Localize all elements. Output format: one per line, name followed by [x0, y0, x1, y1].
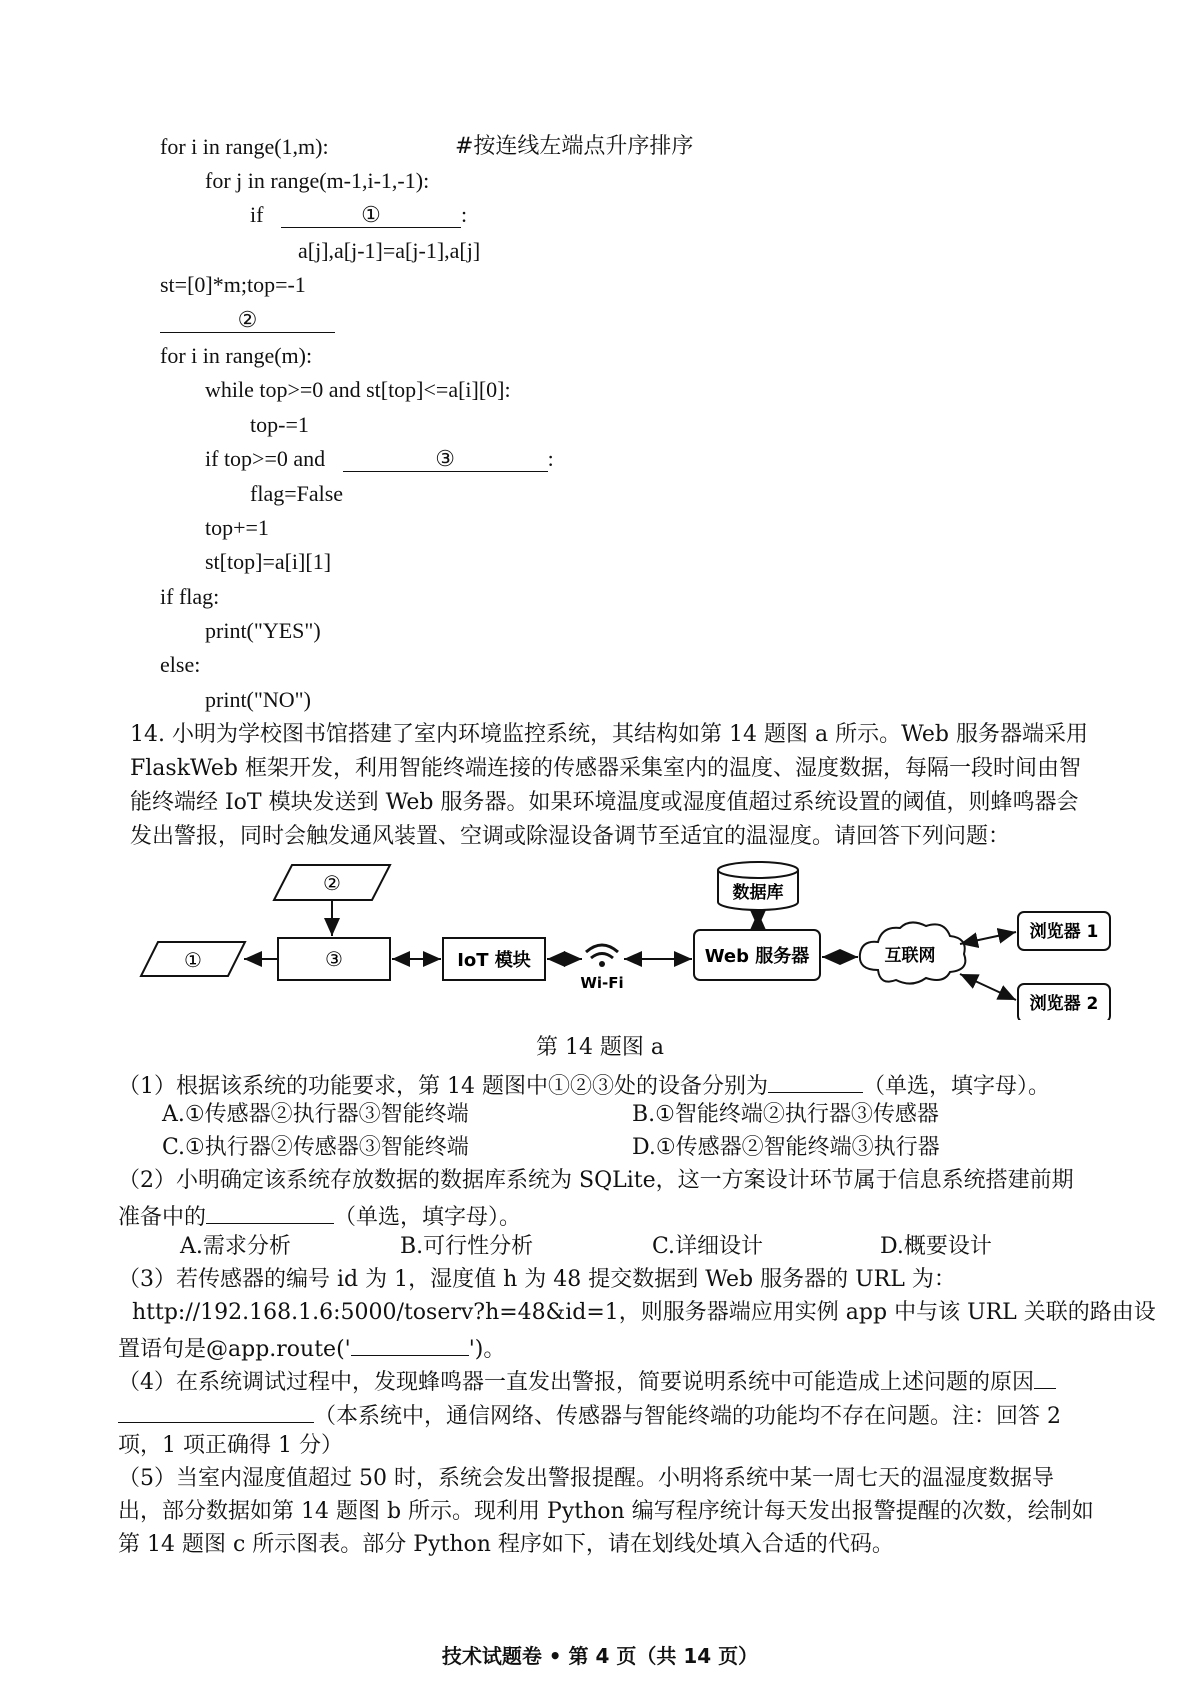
code-comment: #按连线左端点升序排序: [455, 134, 694, 159]
q4-text: （4）在系统调试过程中，发现蜂鸣器一直发出警报，简要说明系统中可能造成上述问题的原因: [118, 1370, 1035, 1395]
code-line-1: [160, 132, 329, 162]
cloud-icon: [860, 922, 966, 983]
q2-option-d: D.概要设计: [880, 1234, 992, 1259]
arrow-internet-browser2: [960, 974, 1016, 1000]
browser-2-label: 浏览器 2: [1029, 994, 1099, 1014]
q2-option-a: A.需求分析: [180, 1234, 291, 1259]
arrow-internet-browser1: [960, 932, 1016, 944]
database-icon: [718, 862, 798, 910]
q1-option-c: C.①执行器②传感器③智能终端: [162, 1135, 469, 1160]
q1-option-a: A.①传感器②执行器③智能终端: [162, 1102, 469, 1127]
q14-intro-line-1: 14. 小明为学校图书馆搭建了室内环境监控系统，其结构如第 14 题图 a 所示。Web 服务器端采用: [130, 722, 1088, 747]
q1-option-d: D.①传感器②智能终端③执行器: [632, 1135, 940, 1160]
q2-stem-line-1: （2）小明确定该系统存放数据的数据库系统为 SQLite，这一方案设计环节属于信息系统搭建前期: [118, 1168, 1074, 1193]
q5-stem-line-3: 第 14 题图 c 所示图表。部分 Python 程序如下，请在划线处填入合适的代码。: [118, 1532, 894, 1557]
answer-blank-3[interactable]: ③: [343, 447, 548, 472]
wifi-icon: [580, 945, 623, 992]
node-1-label: ①: [184, 948, 202, 972]
q4-stem-line-3: 项，1 项正确得 1 分）: [118, 1433, 343, 1458]
q4-answer-blank-start[interactable]: [1034, 1364, 1056, 1389]
q3-answer-blank[interactable]: [351, 1331, 469, 1356]
answer-blank-2[interactable]: ②: [160, 308, 335, 333]
code-colon: :: [460, 202, 468, 227]
code-line-14: if flag:: [160, 584, 220, 609]
q3-prefix: 置语句是@app.route(': [118, 1337, 351, 1362]
q4-stem-line-1: [118, 1364, 1056, 1398]
code-line-16: else:: [160, 652, 201, 677]
q2-tail: （单选，填字母）。: [334, 1205, 522, 1230]
page-footer: 技术试题卷 • 第 4 页（共 14 页）: [441, 1644, 759, 1668]
q2-answer-blank[interactable]: [206, 1199, 334, 1224]
q14-intro-line-4: 发出警报，同时会触发通风装置、空调或除湿设备调节至适宜的温湿度。请回答下列问题：: [130, 824, 1011, 849]
iot-module-node: [443, 938, 545, 980]
q3-suffix: ')。: [468, 1337, 506, 1362]
q4-tail: （本系统中，通信网络、传感器与智能终端的功能均不存在问题。注：回答 2: [314, 1404, 1061, 1429]
q2-stem-line-2: [118, 1199, 521, 1233]
q4-stem-line-2: [118, 1398, 1061, 1432]
code-line-10: [205, 444, 554, 474]
code-line-5: st=[0]*m;top=-1: [160, 272, 306, 297]
code-condition: if top>=0 and: [205, 446, 326, 471]
q5-stem-line-1: （5）当室内湿度值超过 50 时，系统会发出警报提醒。小明将系统中某一周七天的温湿度数据导: [118, 1466, 1054, 1491]
code-line-17: print("NO"): [205, 687, 311, 712]
code-line-8: while top>=0 and st[top]<=a[i][0]:: [205, 377, 511, 402]
q3-stem-line-1: （3）若传感器的编号 id 为 1，湿度值 h 为 48 提交数据到 Web 服务器的 URL 为：: [118, 1267, 956, 1292]
code-keyword: if: [250, 202, 264, 227]
q2-text: 准备中的: [118, 1205, 207, 1230]
answer-blank-1[interactable]: ①: [281, 203, 461, 228]
wifi-label: Wi-Fi: [580, 974, 624, 992]
code-line-13: st[top]=a[i][1]: [205, 549, 332, 574]
browser-1-label: 浏览器 1: [1029, 922, 1099, 942]
system-diagram: [0, 860, 1200, 1020]
q1-answer-blank[interactable]: [768, 1068, 863, 1093]
code-line-12: top+=1: [205, 515, 269, 540]
database-label: 数据库: [732, 883, 784, 903]
code-line-9: top-=1: [250, 412, 309, 437]
q1-stem: [118, 1068, 1050, 1102]
q3-stem-line-2: http://192.168.1.6:5000/toserv?h=48&id=1，则服务器端应用实例 app 中与该 URL 关联的路由设: [132, 1300, 1156, 1325]
q2-option-b: B.可行性分析: [400, 1234, 534, 1259]
code-line-6: [160, 305, 335, 335]
code-line-4: a[j],a[j-1]=a[j-1],a[j]: [298, 238, 481, 263]
node-3-label: ③: [325, 947, 343, 971]
figure-caption: 第 14 题图 a: [535, 1035, 665, 1060]
browser-1-node: [1018, 912, 1110, 950]
terminal-node: [278, 938, 390, 980]
web-server-node: [694, 930, 820, 980]
code-line-2: for j in range(m-1,i-1,-1):: [205, 168, 430, 193]
code-colon: :: [547, 446, 554, 471]
q14-intro-line-2: FlaskWeb 框架开发，利用智能终端连接的传感器采集室内的温度、湿度数据，每隔一段时间由智: [130, 756, 1081, 781]
q4-answer-blank[interactable]: [118, 1398, 314, 1423]
q2-option-c: C.详细设计: [652, 1234, 764, 1259]
q1-option-b: B.①智能终端②执行器③传感器: [632, 1102, 939, 1127]
code-line-3: [250, 200, 467, 230]
internet-label: 互联网: [884, 946, 936, 966]
q1-text: （1）根据该系统的功能要求，第 14 题图中①②③处的设备分别为: [118, 1074, 768, 1099]
q14-intro-line-3: 能终端经 IoT 模块发送到 Web 服务器。如果环境温度或湿度值超过系统设置的阈值，则蜂鸣器会: [130, 790, 1079, 815]
input-device-node: [274, 865, 390, 900]
code-line-15: print("YES"): [205, 618, 321, 643]
code-text: for i in range(1,m):: [160, 134, 329, 159]
code-line-7: for i in range(m):: [160, 343, 313, 368]
q1-tail: （单选，填字母）。: [862, 1074, 1050, 1099]
output-device-node: [141, 942, 245, 976]
code-line-11: flag=False: [250, 481, 344, 506]
browser-2-node: [1018, 984, 1110, 1020]
iot-label: IoT 模块: [457, 950, 531, 971]
web-server-label: Web 服务器: [704, 946, 810, 967]
node-2-label: ②: [323, 871, 341, 895]
q5-stem-line-2: 出，部分数据如第 14 题图 b 所示。现利用 Python 编写程序统计每天发出报警提醒的次数，绘制如: [118, 1499, 1094, 1524]
q3-stem-line-3: [118, 1331, 505, 1365]
